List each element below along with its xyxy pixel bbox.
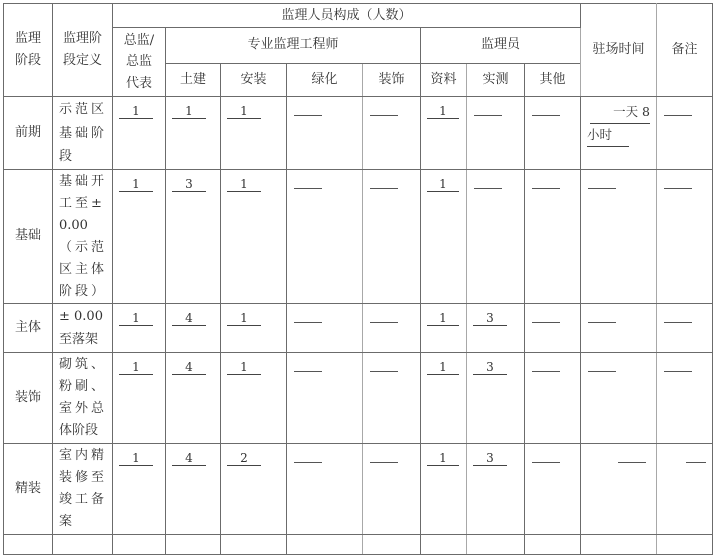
empty-dash	[532, 308, 560, 323]
empty-dash	[370, 174, 398, 189]
remarks-cell	[657, 303, 713, 352]
install-cell	[221, 352, 287, 443]
empty-dash	[370, 448, 398, 463]
remarks-cell	[657, 352, 713, 443]
definition-line: 体阶段	[59, 422, 99, 438]
docs-cell	[421, 352, 467, 443]
stage-cell: 主体	[4, 303, 53, 352]
header-documents: 资料	[421, 63, 467, 97]
chief-cell	[113, 169, 166, 303]
chief-cell	[113, 352, 166, 443]
chief-value: 1	[119, 311, 153, 326]
docs-cell	[421, 169, 467, 303]
civil-value: 4	[172, 311, 206, 326]
definition-line: 竣工备	[59, 491, 108, 507]
empty-dash	[532, 101, 560, 116]
header-definition-line2: 段定义	[62, 53, 102, 68]
header-stage	[4, 4, 53, 97]
definition-line: 示范区	[59, 102, 108, 117]
definition-cell	[53, 443, 113, 534]
decoration-cell	[363, 352, 421, 443]
definition-line: 区主体	[59, 261, 108, 277]
measure-cell	[467, 303, 525, 352]
onsite-time-cell	[581, 352, 657, 443]
header-installation: 安装	[221, 63, 287, 97]
greening-cell	[287, 443, 363, 534]
docs-value: 1	[427, 311, 459, 326]
decoration-cell	[363, 443, 421, 534]
onsite-time-cell	[581, 303, 657, 352]
table-row-partial	[4, 534, 713, 554]
other-cell	[525, 97, 581, 170]
table-row	[4, 303, 713, 352]
empty-dash	[664, 101, 692, 116]
civil-cell	[166, 303, 221, 352]
header-measurement: 实测	[467, 63, 525, 97]
civil-value: 4	[172, 451, 206, 466]
empty-dash	[474, 174, 502, 189]
install-cell	[221, 97, 287, 170]
header-stage-line1: 监理	[14, 31, 41, 46]
empty-dash	[370, 308, 398, 323]
empty-dash	[294, 174, 322, 189]
chief-cell	[113, 97, 166, 170]
definition-cell	[53, 97, 113, 170]
header-onsite-time: 驻场时间	[581, 4, 657, 97]
chief-cell	[113, 443, 166, 534]
civil-value: 3	[172, 177, 206, 192]
definition-line: 工至±	[59, 195, 105, 211]
remarks-cell	[657, 97, 713, 170]
remarks-cell	[657, 443, 713, 534]
table-row	[4, 443, 713, 534]
install-value: 1	[227, 104, 261, 119]
empty-dash	[474, 101, 502, 116]
definition-line: 砌筑、	[59, 356, 108, 372]
greening-cell	[287, 169, 363, 303]
install-cell	[221, 303, 287, 352]
docs-value: 1	[427, 360, 459, 375]
header-decoration: 装饰	[363, 63, 421, 97]
docs-value: 1	[427, 104, 459, 119]
measure-value: 3	[473, 451, 507, 466]
docs-cell	[421, 303, 467, 352]
other-cell	[525, 443, 581, 534]
definition-line: 装修至	[59, 469, 108, 485]
definition-line: 室内精	[59, 447, 108, 463]
onsite-time-cell	[581, 169, 657, 303]
stage-cell: 精装	[4, 443, 53, 534]
stage-cell: 前期	[4, 97, 53, 170]
definition-line: （示范	[59, 239, 108, 255]
other-cell	[525, 352, 581, 443]
table-row	[4, 169, 713, 303]
header-chief-line1: 总监/	[123, 33, 155, 48]
empty-dash	[532, 448, 560, 463]
measure-cell	[467, 169, 525, 303]
docs-cell	[421, 443, 467, 534]
install-value: 1	[227, 177, 261, 192]
docs-cell	[421, 97, 467, 170]
definition-line: 室外总	[59, 400, 108, 416]
chief-value: 1	[119, 360, 153, 375]
stage-cell: 基础	[4, 169, 53, 303]
definition-line: 基础开	[59, 173, 108, 189]
remarks-cell	[657, 169, 713, 303]
install-value: 2	[227, 451, 261, 466]
definition-line: 段	[59, 149, 76, 164]
install-value: 1	[227, 311, 261, 326]
header-chief	[113, 28, 166, 97]
definition-line: 至落架	[59, 332, 99, 347]
definition-cell	[53, 169, 113, 303]
header-greening: 绿化	[287, 63, 363, 97]
civil-cell	[166, 352, 221, 443]
chief-value: 1	[119, 451, 153, 466]
definition-line: 阶段）	[59, 283, 108, 299]
stage-cell: 装饰	[4, 352, 53, 443]
chief-value: 1	[119, 104, 153, 119]
supervision-staffing-table	[3, 3, 713, 555]
install-cell	[221, 169, 287, 303]
empty-dash	[532, 357, 560, 372]
empty-dash	[664, 174, 692, 189]
civil-cell	[166, 169, 221, 303]
definition-line: 基础阶	[59, 125, 108, 141]
empty-dash	[532, 174, 560, 189]
definition-line: 案	[59, 513, 76, 529]
onsite-time-cell	[581, 443, 657, 534]
measure-value: 3	[473, 360, 507, 375]
measure-value: 3	[473, 311, 507, 326]
measure-cell	[467, 443, 525, 534]
table-row	[4, 352, 713, 443]
decoration-cell	[363, 303, 421, 352]
empty-dash	[686, 448, 706, 463]
empty-dash	[294, 101, 322, 116]
civil-value: 4	[172, 360, 206, 375]
empty-dash	[294, 308, 322, 323]
definition-cell	[53, 352, 113, 443]
header-inspectors: 监理员	[421, 28, 581, 64]
onsite-time-cell	[581, 97, 657, 170]
civil-cell	[166, 97, 221, 170]
header-civil: 土建	[166, 63, 221, 97]
header-definition	[53, 4, 113, 97]
onsite-time-line2: 小时	[587, 124, 629, 147]
docs-value: 1	[427, 451, 459, 466]
header-chief-line3: 代表	[125, 76, 152, 91]
onsite-time-line1: 一天 8	[590, 101, 650, 124]
empty-dash	[370, 357, 398, 372]
header-staff-composition: 监理人员构成（人数）	[113, 4, 581, 28]
empty-dash	[664, 357, 692, 372]
table-row	[4, 97, 713, 170]
other-cell	[525, 169, 581, 303]
civil-value: 1	[172, 104, 206, 119]
header-definition-line1: 监理阶	[62, 31, 102, 46]
greening-cell	[287, 97, 363, 170]
chief-cell	[113, 303, 166, 352]
empty-dash	[294, 448, 322, 463]
install-cell	[221, 443, 287, 534]
greening-cell	[287, 303, 363, 352]
header-chief-line2: 总监	[125, 54, 152, 69]
chief-value: 1	[119, 177, 153, 192]
civil-cell	[166, 443, 221, 534]
empty-dash	[588, 357, 616, 372]
other-cell	[525, 303, 581, 352]
empty-dash	[294, 357, 322, 372]
header-professional-engineers: 专业监理工程师	[166, 28, 421, 64]
install-value: 1	[227, 360, 261, 375]
measure-cell	[467, 352, 525, 443]
decoration-cell	[363, 97, 421, 170]
measure-cell	[467, 97, 525, 170]
definition-line: 0.00	[59, 217, 88, 233]
empty-dash	[664, 308, 692, 323]
definition-line: 粉刷、	[59, 378, 108, 394]
empty-dash	[588, 174, 616, 189]
empty-dash	[618, 448, 646, 463]
empty-dash	[370, 101, 398, 116]
definition-cell	[53, 303, 113, 352]
empty-dash	[588, 308, 616, 323]
decoration-cell	[363, 169, 421, 303]
header-stage-line2: 阶段	[14, 53, 41, 68]
header-remarks: 备注	[657, 4, 713, 97]
greening-cell	[287, 352, 363, 443]
header-other: 其他	[525, 63, 581, 97]
definition-line: ± 0.00	[59, 308, 103, 324]
docs-value: 1	[427, 177, 459, 192]
